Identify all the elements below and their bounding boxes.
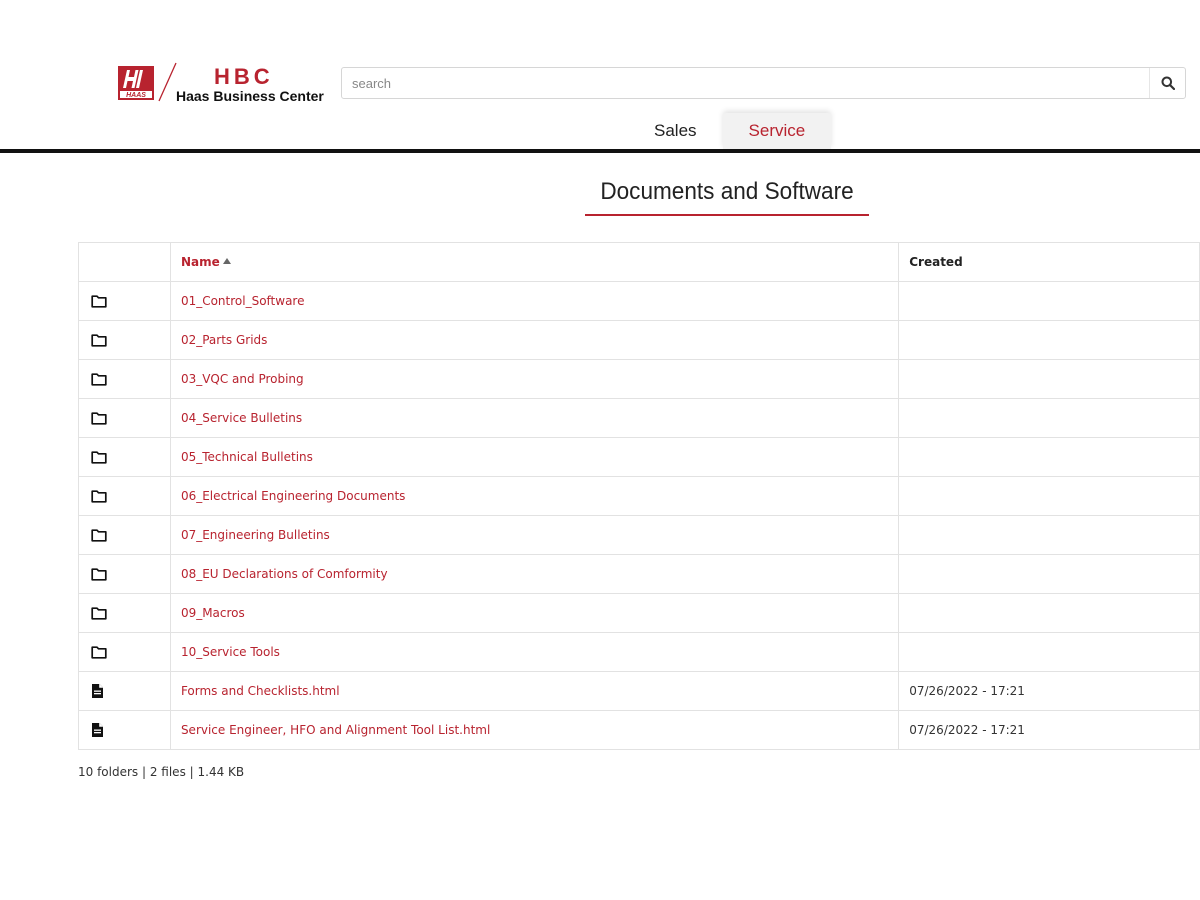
row-name-cell <box>170 594 898 633</box>
folder-link[interactable]: 06_Electrical Engineering Documents <box>180 489 406 503</box>
file-link[interactable]: Service Engineer, HFO and Alignment Tool List.html <box>180 723 491 737</box>
hbc-logo[interactable] <box>118 62 328 106</box>
tab-sales[interactable]: Sales <box>654 121 697 140</box>
file-link[interactable]: Forms and Checklists.html <box>180 684 340 698</box>
row-icon-cell <box>79 594 171 633</box>
row-icon-cell <box>79 555 171 594</box>
page-title-underline <box>585 214 869 216</box>
row-icon-cell <box>79 399 171 438</box>
file-table <box>78 242 1200 750</box>
row-icon-cell <box>79 360 171 399</box>
table-header-row <box>79 243 1200 282</box>
row-name-cell <box>170 399 898 438</box>
row-name-cell <box>170 360 898 399</box>
created-column-header[interactable]: Created <box>899 243 1200 282</box>
folder-icon <box>91 606 160 620</box>
table-row[interactable] <box>79 477 1200 516</box>
row-icon-cell <box>79 477 171 516</box>
table-row[interactable] <box>79 555 1200 594</box>
row-created-cell <box>899 555 1200 594</box>
logo-subtitle: Haas Business Center <box>176 88 324 104</box>
folder-link[interactable]: 02_Parts Grids <box>180 333 268 347</box>
table-row[interactable] <box>79 711 1200 750</box>
haas-logo-icon <box>118 66 154 100</box>
folder-link[interactable]: 08_EU Declarations of Comformity <box>180 567 388 581</box>
table-row[interactable] <box>79 438 1200 477</box>
listing-summary: 10 folders | 2 files | 1.44 KB <box>78 765 245 779</box>
logo-title: HBC <box>214 64 274 89</box>
table-row[interactable] <box>79 399 1200 438</box>
row-created-cell <box>899 516 1200 555</box>
row-icon-cell <box>79 516 171 555</box>
name-column-header[interactable] <box>170 243 898 282</box>
table-row[interactable] <box>79 672 1200 711</box>
table-row[interactable] <box>79 360 1200 399</box>
folder-icon <box>91 411 160 425</box>
file-icon <box>91 683 160 699</box>
table-row[interactable] <box>79 516 1200 555</box>
folder-icon <box>91 528 160 542</box>
folder-link[interactable]: 07_Engineering Bulletins <box>180 528 330 542</box>
row-name-cell <box>170 282 898 321</box>
folder-link[interactable]: 09_Macros <box>180 606 245 620</box>
file-icon <box>91 722 160 738</box>
page-title: Documents and Software <box>600 178 854 205</box>
row-name-cell <box>170 672 898 711</box>
folder-link[interactable]: 05_Technical Bulletins <box>180 450 313 464</box>
folder-link[interactable]: 01_Control_Software <box>180 294 305 308</box>
icon-column-header <box>79 243 171 282</box>
row-created-cell <box>899 594 1200 633</box>
table-row[interactable] <box>79 321 1200 360</box>
table-body <box>79 282 1200 750</box>
main-tabs <box>628 113 831 149</box>
row-name-cell <box>170 633 898 672</box>
haas-logo-text: HAAS <box>126 92 146 99</box>
row-name-cell <box>170 477 898 516</box>
folder-link[interactable]: 04_Service Bulletins <box>180 411 303 425</box>
header-divider <box>0 149 1200 153</box>
row-name-cell <box>170 516 898 555</box>
search-button[interactable] <box>1149 68 1185 98</box>
folder-icon <box>91 333 160 347</box>
table-row[interactable] <box>79 282 1200 321</box>
site-header <box>0 0 1200 150</box>
row-created-cell <box>899 633 1200 672</box>
folder-icon <box>91 645 160 659</box>
folder-icon <box>91 567 160 581</box>
search-input[interactable] <box>342 68 1148 98</box>
row-created-cell <box>899 360 1200 399</box>
row-created-cell: 07/26/2022 - 17:21 <box>899 672 1200 711</box>
row-icon-cell <box>79 672 171 711</box>
row-name-cell <box>170 438 898 477</box>
folder-icon <box>91 450 160 464</box>
table-row[interactable] <box>79 633 1200 672</box>
row-name-cell <box>170 555 898 594</box>
folder-icon <box>91 294 160 308</box>
folder-link[interactable]: 10_Service Tools <box>180 645 280 659</box>
folder-icon <box>91 372 160 386</box>
row-name-cell <box>170 711 898 750</box>
row-created-cell: 07/26/2022 - 17:21 <box>899 711 1200 750</box>
logo-divider-icon <box>156 62 178 102</box>
folder-icon <box>91 489 160 503</box>
row-icon-cell <box>79 282 171 321</box>
row-created-cell <box>899 399 1200 438</box>
row-name-cell <box>170 321 898 360</box>
search-box <box>341 67 1186 99</box>
search-icon <box>1161 76 1175 90</box>
row-created-cell <box>899 438 1200 477</box>
row-created-cell <box>899 321 1200 360</box>
row-icon-cell <box>79 711 171 750</box>
name-header-label: Name <box>180 255 220 269</box>
row-icon-cell <box>79 438 171 477</box>
row-created-cell <box>899 477 1200 516</box>
tab-service[interactable]: Service <box>723 113 832 149</box>
row-icon-cell <box>79 321 171 360</box>
folder-link[interactable]: 03_VQC and Probing <box>180 372 304 386</box>
row-icon-cell <box>79 633 171 672</box>
sort-ascending-icon <box>223 258 231 264</box>
table-row[interactable] <box>79 594 1200 633</box>
row-created-cell <box>899 282 1200 321</box>
